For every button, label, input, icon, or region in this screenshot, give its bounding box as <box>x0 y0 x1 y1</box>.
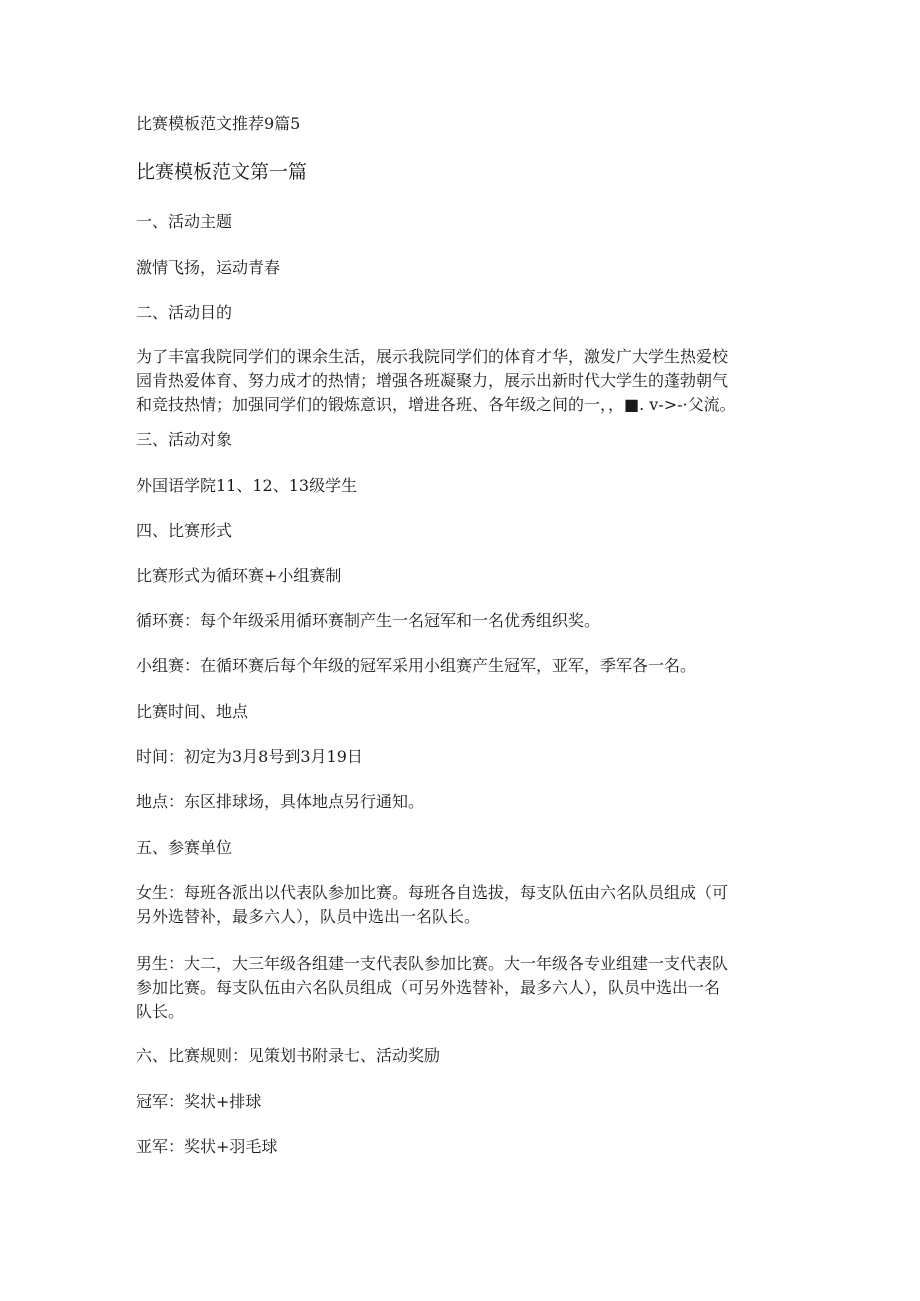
male-line: 队长。 <box>136 1002 185 1021</box>
purpose-line: 和竞技热情；加强同学们的锻炼意识，增进各班、各年级之间的一，，■. v->-·父流。 <box>136 395 736 414</box>
heading-rules-awards: 六、比赛规则：见策划书附录七、活动奖励 <box>136 1046 441 1065</box>
female-line: 另外选替补，最多六人），队员中选出一名队长。 <box>136 907 481 926</box>
male-line: 参加比赛。每支队伍由六名队员组成（可另外选替补，最多六人），队员中选出一名 <box>136 978 721 997</box>
section-title: 比赛模板范文第一篇 <box>136 161 308 183</box>
purpose-paragraph <box>136 345 786 417</box>
document-title: 比赛模板范文推荐9篇5 <box>136 114 301 133</box>
place-text: 地点：东区排球场，具体地点另行通知。 <box>136 792 425 811</box>
male-line: 男生：大二，大三年级各组建一支代表队参加比赛。大一年级各专业组建一支代表队 <box>136 954 729 973</box>
heading-activity-purpose: 二、活动目的 <box>136 303 233 322</box>
time-place-heading: 比赛时间、地点 <box>136 702 249 721</box>
group-stage-text: 小组赛：在循环赛后每个年级的冠军采用小组赛产生冠军，亚军，季军各一名。 <box>136 656 697 675</box>
male-paragraph <box>136 952 786 1024</box>
time-text: 时间：初定为3月8号到3月19日 <box>136 747 363 766</box>
heading-activity-target: 三、活动对象 <box>136 430 233 449</box>
champion-award: 冠军：奖状+排球 <box>136 1092 262 1111</box>
format-text: 比赛形式为循环赛+小组赛制 <box>136 566 342 585</box>
heading-competition-format: 四、比赛形式 <box>136 521 233 540</box>
round-robin-text: 循环赛：每个年级采用循环赛制产生一名冠军和一名优秀组织奖。 <box>136 611 601 630</box>
heading-participants: 五、参赛单位 <box>136 838 233 857</box>
female-line: 女生：每班各派出以代表队参加比赛。每班各自选拔，每支队伍由六名队员组成（可 <box>136 883 729 902</box>
heading-activity-theme: 一、活动主题 <box>136 212 233 231</box>
purpose-line: 为了丰富我院同学们的课余生活，展示我院同学们的体育才华，激发广大学生热爱校 <box>136 347 729 366</box>
target-text: 外国语学院11、12、13级学生 <box>136 476 358 495</box>
runner-up-award: 亚军：奖状+羽毛球 <box>136 1137 278 1156</box>
purpose-line: 园肯热爱体育、努力成才的热情；增强各班凝聚力，展示出新时代大学生的蓬勃朝气 <box>136 371 729 390</box>
female-paragraph <box>136 881 786 929</box>
theme-text: 激情飞扬，运动青春 <box>136 258 281 277</box>
